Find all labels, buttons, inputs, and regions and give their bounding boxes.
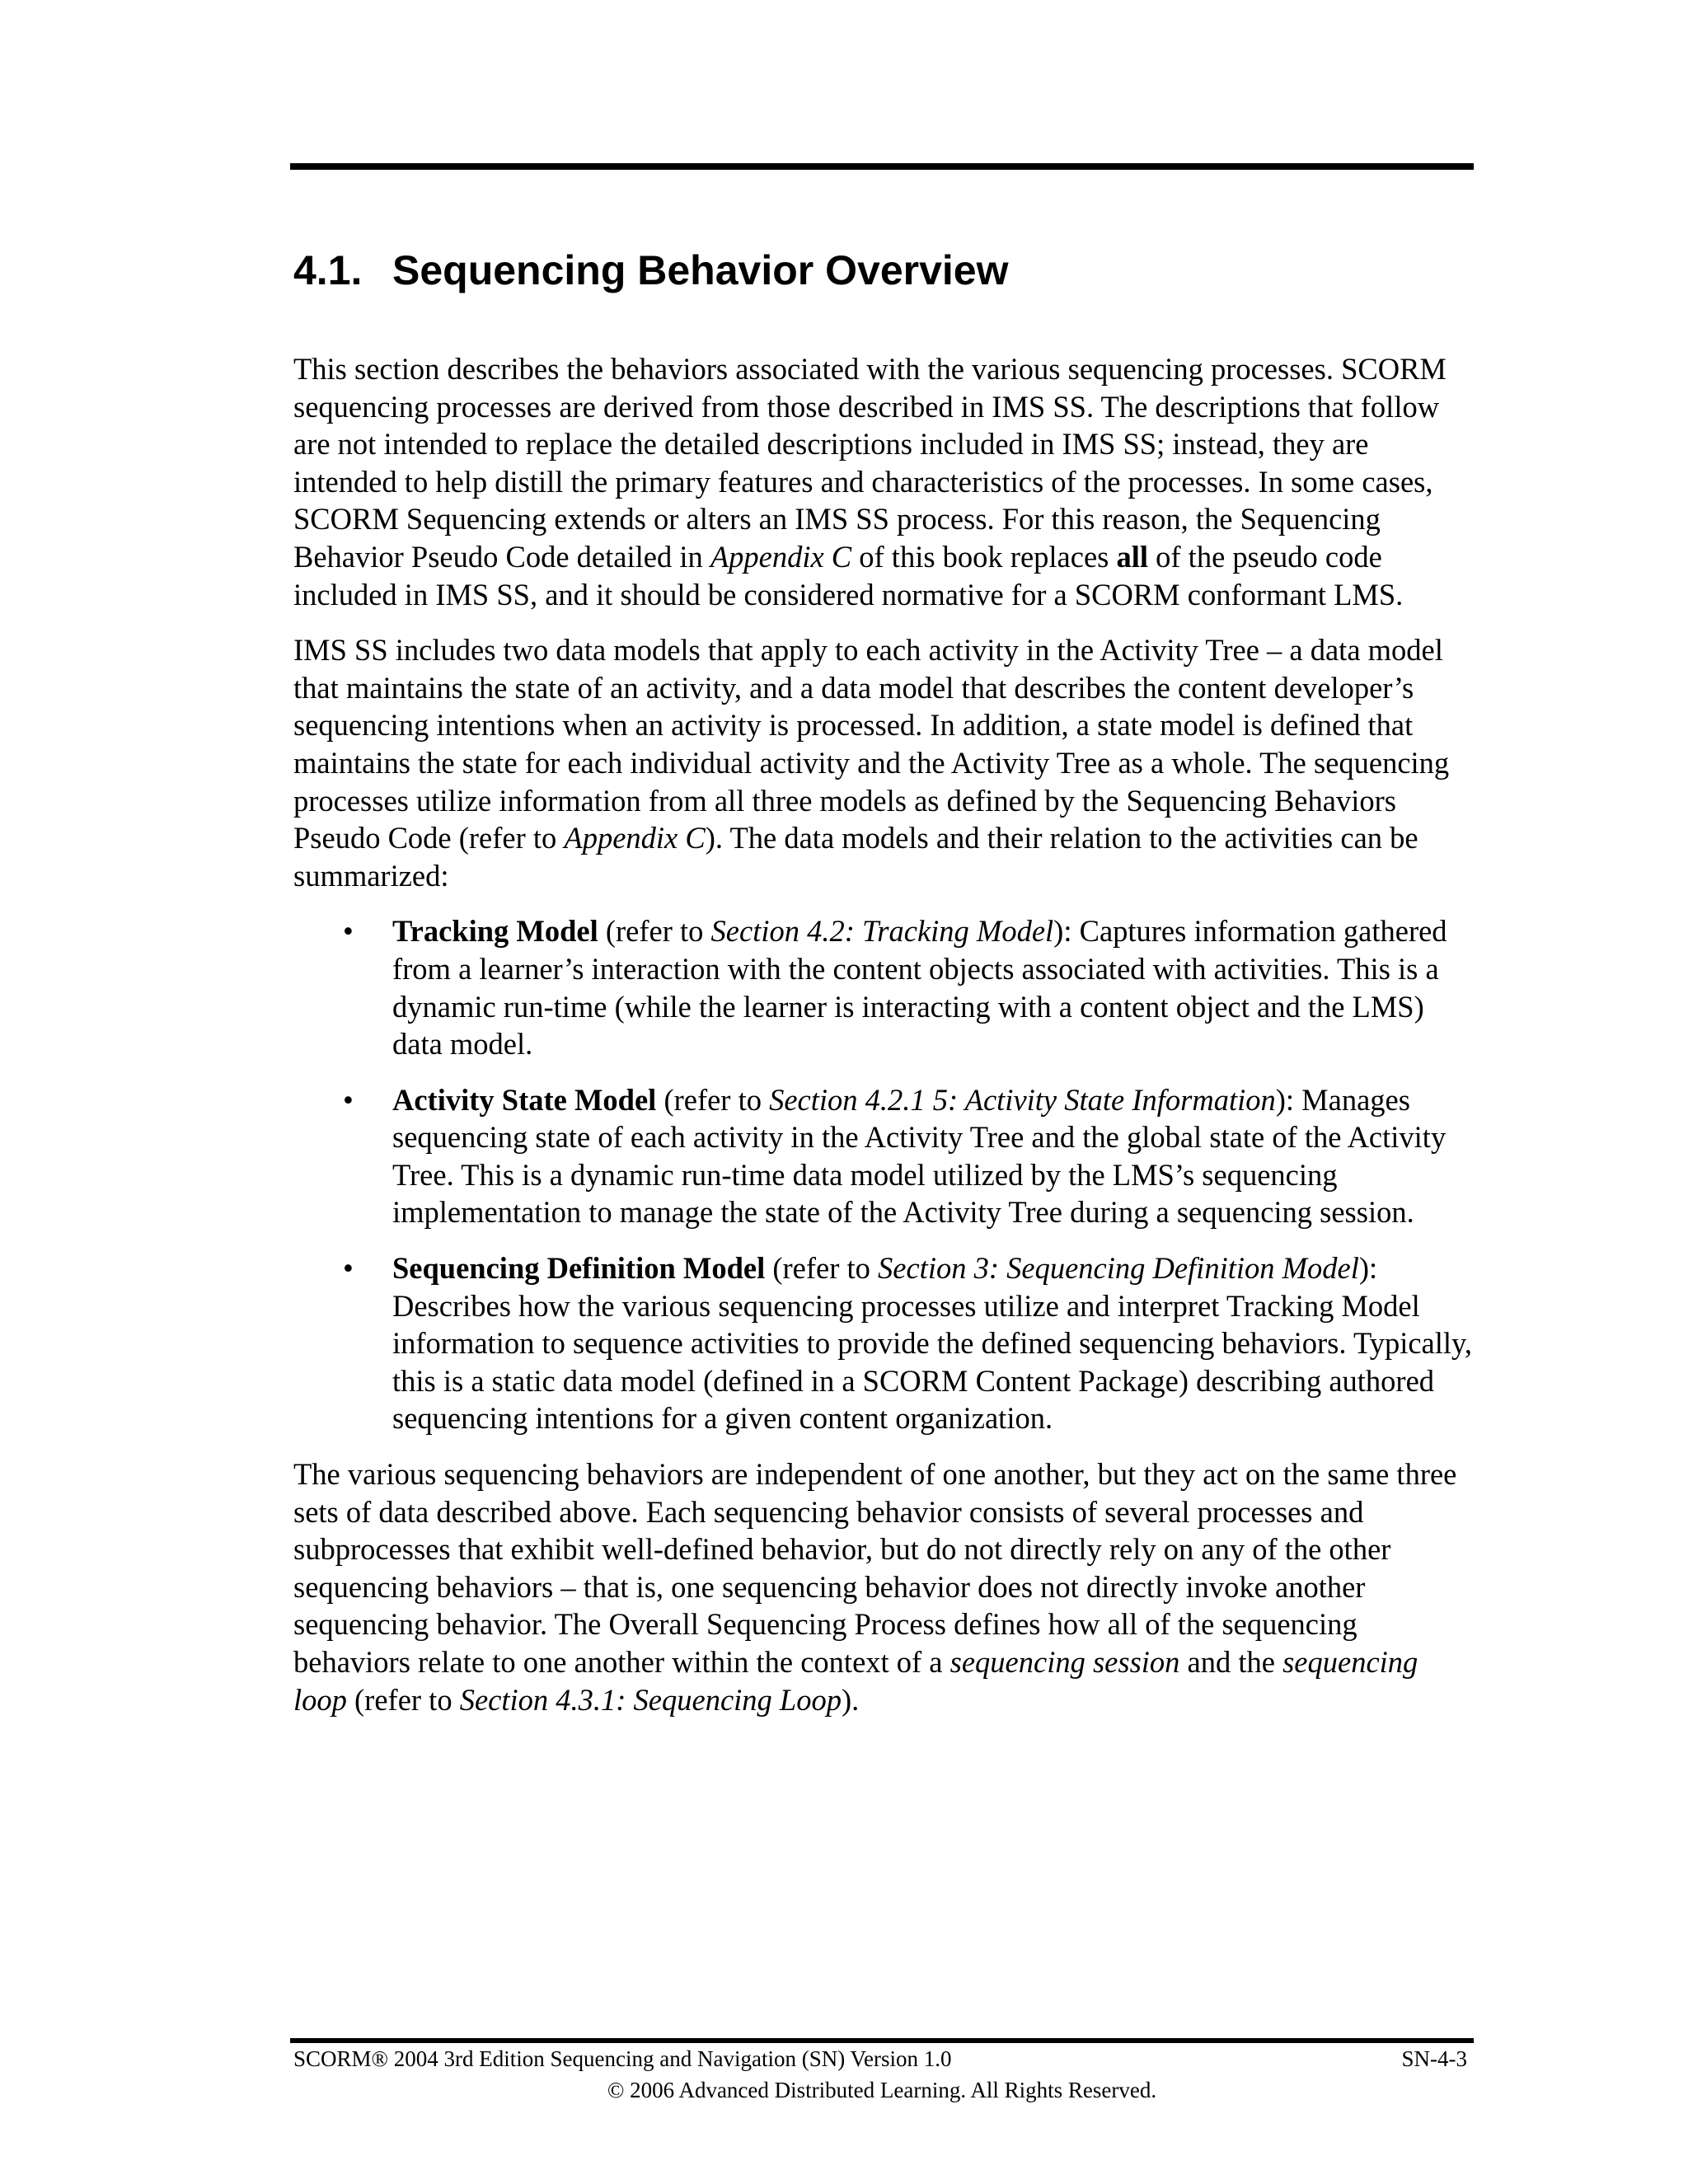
footer-title: SCORM® 2004 3rd Edition Sequencing and Navigation (SN) Version 1.0 xyxy=(293,2046,952,2071)
description: ): Describes how the various sequencing processes utilize and interpret Tracking Model information to sequence activities to provide the defined sequencing behaviors. Typically, this is a static data model (defined in a SCORM Content Package) describing authored sequencing intentions for a given content organization. xyxy=(392,1251,1473,1436)
bullet-icon: • xyxy=(343,1251,354,1286)
header-rule xyxy=(290,163,1474,170)
text-run: IMS SS includes two data models that apply to each activity in the Activity Tree – a data model that maintains the state of an activity, and a data model that describes the content developer’s sequencing intentions when an activity is processed. In addition, a state model is defined that maintains the state for each individual activity and the Activity Tree as a whole. The sequencing processes utilize information from all three models as defined by the Sequencing Behaviors Pseudo Code (refer to xyxy=(293,633,1450,855)
list-item-activity-state-model xyxy=(343,1081,1479,1231)
list-item-sequencing-definition-model xyxy=(343,1249,1479,1437)
text-run: (refer to xyxy=(598,914,711,949)
text-run: (refer to xyxy=(346,1682,460,1717)
footer-rule xyxy=(290,2038,1474,2043)
emphasis-sequencing-session: sequencing session xyxy=(950,1645,1180,1679)
appendix-reference: Appendix C xyxy=(564,821,706,855)
appendix-reference: Appendix C xyxy=(710,539,852,574)
text-run: ). xyxy=(841,1682,860,1717)
text-run: of the pseudo code included in IMS SS, and it should be considered normative for a SCORM conformant LMS. xyxy=(293,539,1404,612)
paragraph-behaviors xyxy=(293,1455,1479,1718)
text-run: and the xyxy=(1179,1645,1283,1679)
text-run: (refer to xyxy=(656,1082,770,1117)
description: ): Captures information gathered from a learner’s interaction with the content objects associated with activities. This is a dynamic run-time (while the learner is interacting with a content object and the LMS) data model. xyxy=(392,914,1447,1062)
section-reference: Section 4.2: Tracking Model xyxy=(710,914,1054,949)
copyright: © 2006 Advanced Distributed Learning. All Rights Reserved. xyxy=(607,2078,1157,2102)
emphasis-all: all xyxy=(1116,539,1149,574)
bullet-icon: • xyxy=(343,1082,354,1117)
term: Activity State Model xyxy=(392,1082,657,1117)
list-item-tracking-model xyxy=(343,912,1479,1062)
term: Sequencing Definition Model xyxy=(392,1251,766,1286)
section-title: Sequencing Behavior Overview xyxy=(392,247,1009,293)
text-run: of this book replaces xyxy=(851,539,1117,574)
text-run: ). The data models and their relation to the activities can be summarized: xyxy=(293,821,1418,893)
text-run: The various sequencing behaviors are independent of one another, but they act on the same three sets of data described above. Each sequencing behavior consists of several processes and subprocesses that exhibit well-defined behavior, but do not directly rely on any of the other sequencing behaviors – that is, one sequencing behavior does not directly invoke another sequencing behavior. The Overall Sequencing Process defines how all of the sequencing behaviors relate to one another within the context of a xyxy=(293,1457,1457,1679)
section-reference: Section 4.2.1 5: Activity State Information xyxy=(769,1082,1276,1117)
text-run: This section describes the behaviors associated with the various sequencing processes. SCORM sequencing processes are derived from those described in IMS SS. The descriptions that follow are not intended to replace the detailed descriptions included in IMS SS; instead, they are intended to help distill the primary features and characteristics of the processes. In some cases, SCORM Sequencing extends or alters an IMS SS process. For this reason, the Sequencing Behavior Pseudo Code detailed in xyxy=(293,352,1447,574)
section-heading xyxy=(293,246,1009,295)
description: ): Manages sequencing state of each activity in the Activity Tree and the global state of the Activity Tree. This is a dynamic run-time data model utilized by the LMS’s sequencing implementation to manage the state of the Activity Tree during a sequencing session. xyxy=(392,1082,1447,1230)
section-reference: Section 3: Sequencing Definition Model xyxy=(878,1251,1359,1286)
paragraph-intro xyxy=(293,350,1479,613)
term: Tracking Model xyxy=(392,914,598,949)
emphasis-sequencing-loop: sequencing loop xyxy=(293,1645,1418,1717)
models-list xyxy=(293,912,1479,1437)
page-number: SN-4-3 xyxy=(1401,2046,1467,2071)
section-number: 4.1. xyxy=(293,247,363,293)
text-run: (refer to xyxy=(765,1251,879,1286)
body-text xyxy=(293,350,1479,1736)
bullet-icon: • xyxy=(343,914,354,949)
paragraph-data-models xyxy=(293,631,1479,894)
section-reference: Section 4.3.1: Sequencing Loop xyxy=(459,1682,842,1717)
